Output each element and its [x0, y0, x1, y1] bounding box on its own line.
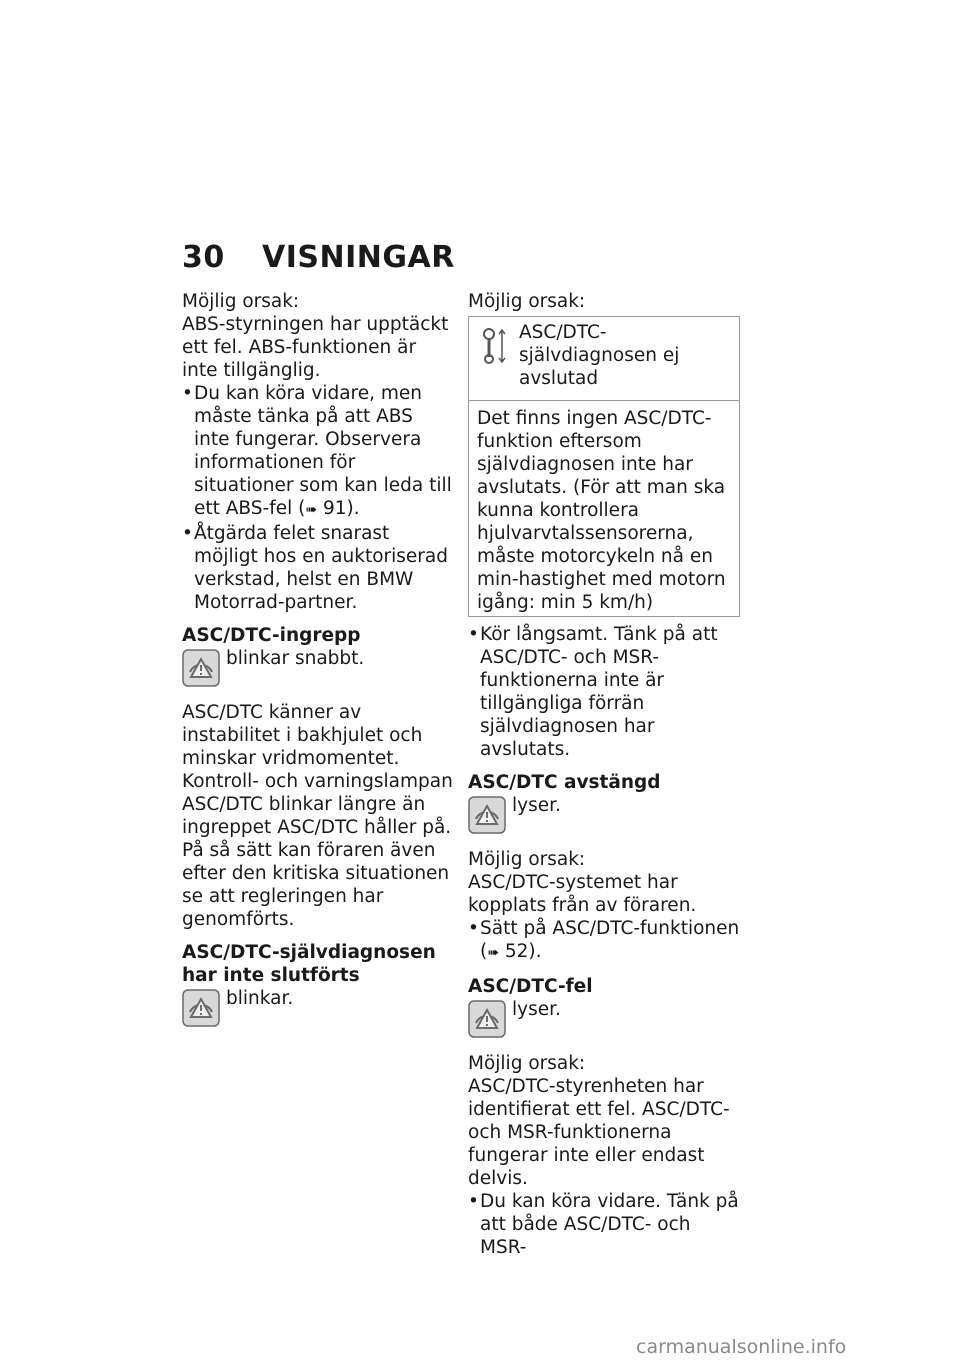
indicator-text: lyser.: [512, 999, 561, 1020]
indicator-row: [468, 794, 740, 840]
cause-text: ASC/DTC-styrenheten har identifierat ett fel. ASC/DTC- och MSR-funktionerna fungerar inte eller endast delvis.: [468, 1076, 730, 1189]
status-message-box: [468, 316, 740, 617]
list-item: • Sätt på ASC/DTC-funktionen (➠ 52).: [468, 917, 740, 965]
indicator-row: [182, 647, 454, 693]
indicator-row: [182, 987, 454, 1033]
left-column: [182, 290, 454, 1041]
cause-label: Möjlig orsak:: [468, 849, 586, 870]
cause-label: Möjlig orsak:: [468, 1053, 586, 1074]
arrow-right-icon: ➠: [487, 945, 499, 961]
arrow-right-icon: ➠: [305, 502, 318, 518]
page-title: VISNINGAR: [262, 240, 455, 275]
asc-dtc-warning-icon: [182, 989, 220, 1027]
section-heading: ASC/DTC-självdiagnosen har inte slutförts: [182, 942, 436, 986]
status-box-header: [469, 317, 739, 401]
page-reference[interactable]: 91: [322, 498, 347, 519]
cause-label: Möjlig orsak:: [468, 291, 586, 312]
asc-dtc-off-icon: [468, 796, 506, 834]
page-number: 30: [182, 240, 225, 275]
section-heading: ASC/DTC avstängd: [468, 772, 661, 793]
section-heading: ASC/DTC-ingrepp: [182, 625, 361, 646]
cause-text: ABS-styrningen har upptäckt ett fel. ABS-funktionen är inte tillgänglig.: [182, 314, 449, 381]
status-box-body: Det finns ingen ASC/DTC-funktion eftersom självdiagnosen inte har avslutats. (För att man ska kunna kontrollera hjulvarvtalssensorerna, måste motorcykeln nå en min-hastighet med motorn igång: min 5 km/h): [477, 408, 726, 613]
right-column: [468, 290, 740, 1259]
indicator-text: blinkar.: [226, 988, 294, 1009]
page-reference[interactable]: 52: [504, 941, 529, 962]
list-item: • Åtgärda felet snarast möjligt hos en auktoriserad verkstad, helst en BMW Motorrad-partner.: [182, 522, 454, 614]
section-heading: ASC/DTC-fel: [468, 976, 593, 997]
page-header: [182, 240, 455, 276]
cause-text: ASC/DTC-systemet har kopplats från av föraren.: [468, 872, 697, 916]
list-item: • Du kan köra vidare. Tänk på att både ASC/DTC- och MSR-: [468, 1190, 740, 1259]
cause-label: Möjlig orsak:: [182, 291, 300, 312]
status-box-title: ASC/DTC-självdiagnosen ej avslutad: [519, 322, 680, 389]
watermark: carmanualsonline.info: [636, 1336, 847, 1358]
asc-dtc-fault-icon: [468, 1000, 506, 1038]
indicator-row: [468, 998, 740, 1044]
indicator-text: blinkar snabbt.: [226, 648, 365, 669]
list-item: • Du kan köra vidare, men måste tänka på att ABS inte fungerar. Observera informationen för situationer som kan leda till ett ABS-fel (➠ 91).: [182, 382, 454, 522]
asc-dtc-warning-icon: [182, 649, 220, 687]
body-text: ASC/DTC känner av instabilitet i bakhjulet och minskar vridmomentet. Kontroll- och varningslampan ASC/DTC blinkar längre än ingreppet ASC/DTC håller på. På så sätt kan föraren även efter den kritiska situationen se att regleringen har genomförts.: [182, 702, 453, 930]
list-item: • Kör långsamt. Tänk på att ASC/DTC- och MSR-funktionerna inte är tillgängliga förrän självdiagnosen har avslutats.: [468, 623, 740, 761]
indicator-text: lyser.: [512, 795, 561, 816]
wrench-icon: [481, 327, 507, 365]
